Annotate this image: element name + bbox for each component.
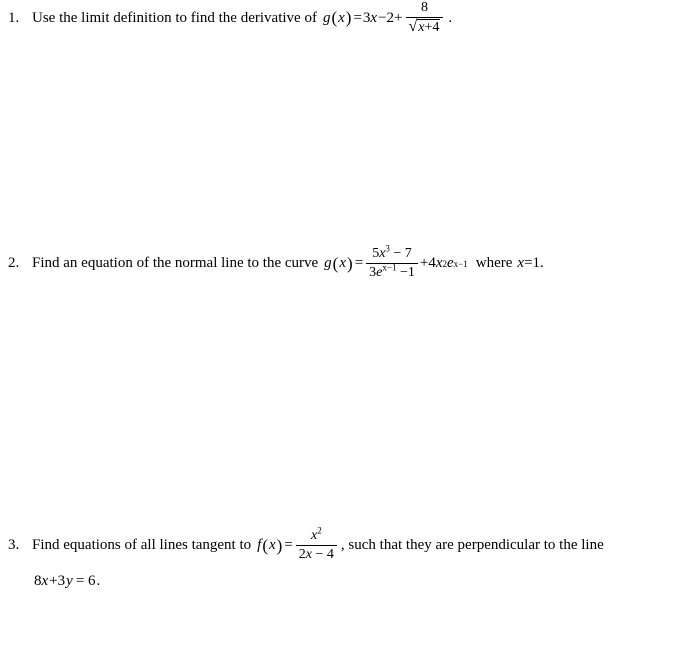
operator: −2+ [378,9,403,26]
coefficient: 2 [298,547,306,562]
variable: x [379,246,386,261]
exponent: 3 [385,243,390,254]
operator: +3 [49,573,66,589]
variable: x [338,9,345,26]
equals-sign: = [354,255,364,271]
radical-sign-icon: √ [408,18,418,35]
exponent: x−1 [382,262,397,273]
equals-sign: = [284,537,293,553]
math-expression [257,525,339,563]
problem-text-continued: , such that they are perpendicular to the line [340,537,604,553]
end-punctuation: . [540,255,544,271]
paren-close: ) [345,8,352,27]
paren-close: ) [276,535,283,555]
end-punctuation: . [96,573,101,589]
variable: x [268,537,276,553]
equals-sign: = [353,9,362,26]
paren-open: ( [332,253,339,273]
paren-open: ( [331,8,338,27]
problem-number: 1. [8,9,20,26]
variable: x [418,20,425,35]
problem-text: Find equations of all lines tangent to [32,537,252,553]
problem-text: Use the limit definition to find the derivative of [32,9,317,26]
denominator [406,17,444,36]
denominator [366,263,418,281]
line-equation [34,573,100,590]
numerator-rest: − 7 [393,246,412,261]
end-punctuation: . [448,9,453,26]
problem-3-line-2 [32,573,672,590]
condition-value: =1 [524,255,541,271]
problem-3 [8,525,672,590]
problem-1 [8,0,672,36]
square-root [409,19,441,35]
function-name: g [324,255,332,271]
problem-1-line [8,0,672,36]
exponent: 2 [317,525,322,536]
math-expression: g ( x ) = $\frac{5x^3 - 7}{3e^{x-1} -1}$ +4 x 2 e x−1 [324,243,468,280]
variable: x [311,528,318,543]
problem-3-line [8,525,672,563]
denominator [296,545,337,563]
coefficient: 3 [369,265,377,280]
problem-number: 3. [8,537,20,553]
equation-rest: = 6 [75,573,96,589]
fraction [366,243,418,281]
numerator: 8 [420,0,428,15]
problem-2-line [8,243,672,281]
coefficient: 8 [34,573,42,589]
euler-constant: e [376,265,383,280]
condition-expression [517,255,543,272]
variable: x [339,255,347,271]
fraction [296,525,337,563]
problem-text: Find an equation of the normal line to the curve [32,255,319,271]
paren-close: ) [347,253,353,273]
function-name: f [257,537,262,553]
problem-2 [8,243,672,281]
numerator [369,243,415,263]
paren-open: ( [262,535,268,555]
variable: x [370,9,378,26]
variable: y [66,573,73,589]
math-expression [323,0,452,36]
coefficient: 3 [362,9,371,26]
variable: x [305,547,313,562]
radicand-rest: +4 [424,20,440,35]
variable: x [41,573,49,589]
coefficient: 5 [372,246,380,261]
euler-constant: e [447,255,454,271]
numerator [308,525,325,545]
problem-number: 2. [8,255,20,271]
function-name: g [322,9,331,26]
fraction [406,0,444,36]
denominator-rest: −1 [399,265,415,280]
denominator-rest: − 4 [315,547,334,562]
where-text: where [475,255,513,271]
variable: x [517,255,525,271]
radicand [417,19,440,35]
operator: +4 [419,255,436,271]
variable: x [435,255,443,271]
